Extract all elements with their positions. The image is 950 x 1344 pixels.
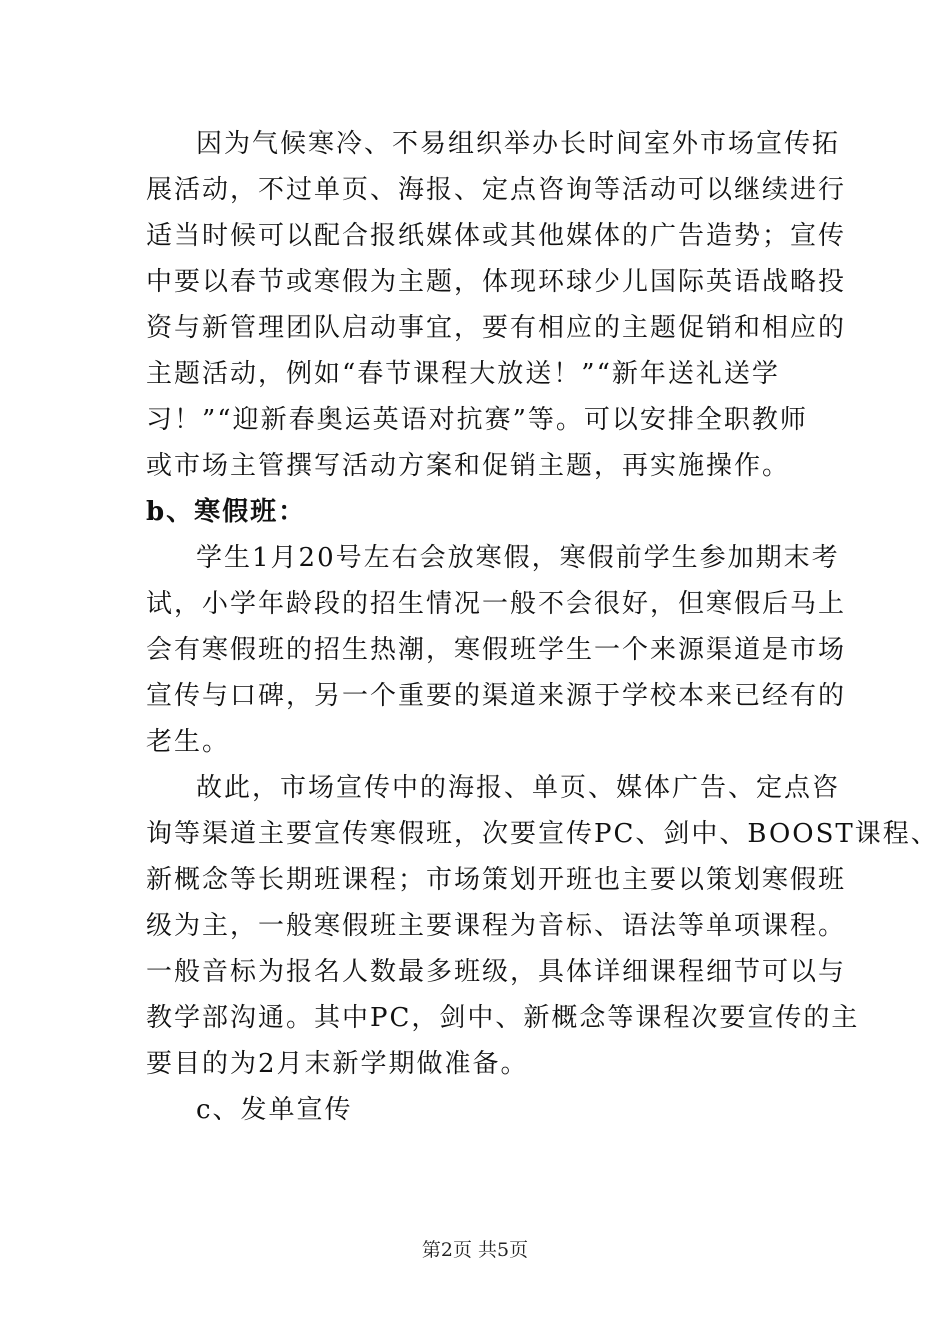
paragraph-line: 老生。	[146, 727, 231, 757]
paragraph-line: 资与新管理团队启动事宜，要有相应的主题促销和相应的	[146, 313, 847, 343]
paragraph-line: 故此，市场宣传中的海报、单页、媒体广告、定点咨	[196, 773, 841, 803]
paragraph-line: 教学部沟通。其中PC，剑中、新概念等课程次要宣传的主	[146, 1003, 860, 1033]
paragraph-line: 一般音标为报名人数最多班级，具体详细课程细节可以与	[146, 957, 847, 987]
paragraph-line: 学生1月20号左右会放寒假，寒假前学生参加期末考	[196, 543, 840, 573]
paragraph-line: 或市场主管撰写活动方案和促销主题，再实施操作。	[146, 451, 791, 481]
paragraph-line: 主题活动，例如“春节课程大放送！”“新年送礼送学	[146, 359, 780, 389]
paragraph-line: 展活动，不过单页、海报、定点咨询等活动可以继续进行	[146, 175, 847, 205]
paragraph-line: 因为气候寒冷、不易组织举办长时间室外市场宣传拓	[196, 129, 841, 159]
paragraph-line: 习！”“迎新春奥运英语对抗赛”等。可以安排全职教师	[146, 405, 808, 435]
page-number-footer: 第2页 共5页	[421, 1239, 529, 1261]
section-heading-b: b、寒假班：	[146, 497, 307, 527]
section-heading-c: c、发单宣传	[196, 1095, 353, 1125]
paragraph-line: 试，小学年龄段的招生情况一般不会很好，但寒假后马上	[146, 589, 847, 619]
paragraph-line: 要目的为2月末新学期做准备。	[146, 1049, 529, 1079]
paragraph-line: 适当时候可以配合报纸媒体或其他媒体的广告造势；宣传	[146, 221, 847, 251]
paragraph-line: 询等渠道主要宣传寒假班，次要宣传PC、剑中、BOOST课程、	[146, 819, 939, 849]
paragraph-line: 中要以春节或寒假为主题，体现环球少儿国际英语战略投	[146, 267, 847, 297]
paragraph-line: 会有寒假班的招生热潮，寒假班学生一个来源渠道是市场	[146, 635, 847, 665]
paragraph-line: 级为主，一般寒假班主要课程为音标、语法等单项课程。	[146, 911, 847, 941]
paragraph-line: 新概念等长期班课程；市场策划开班也主要以策划寒假班	[146, 865, 847, 895]
paragraph-line: 宣传与口碑，另一个重要的渠道来源于学校本来已经有的	[146, 681, 847, 711]
